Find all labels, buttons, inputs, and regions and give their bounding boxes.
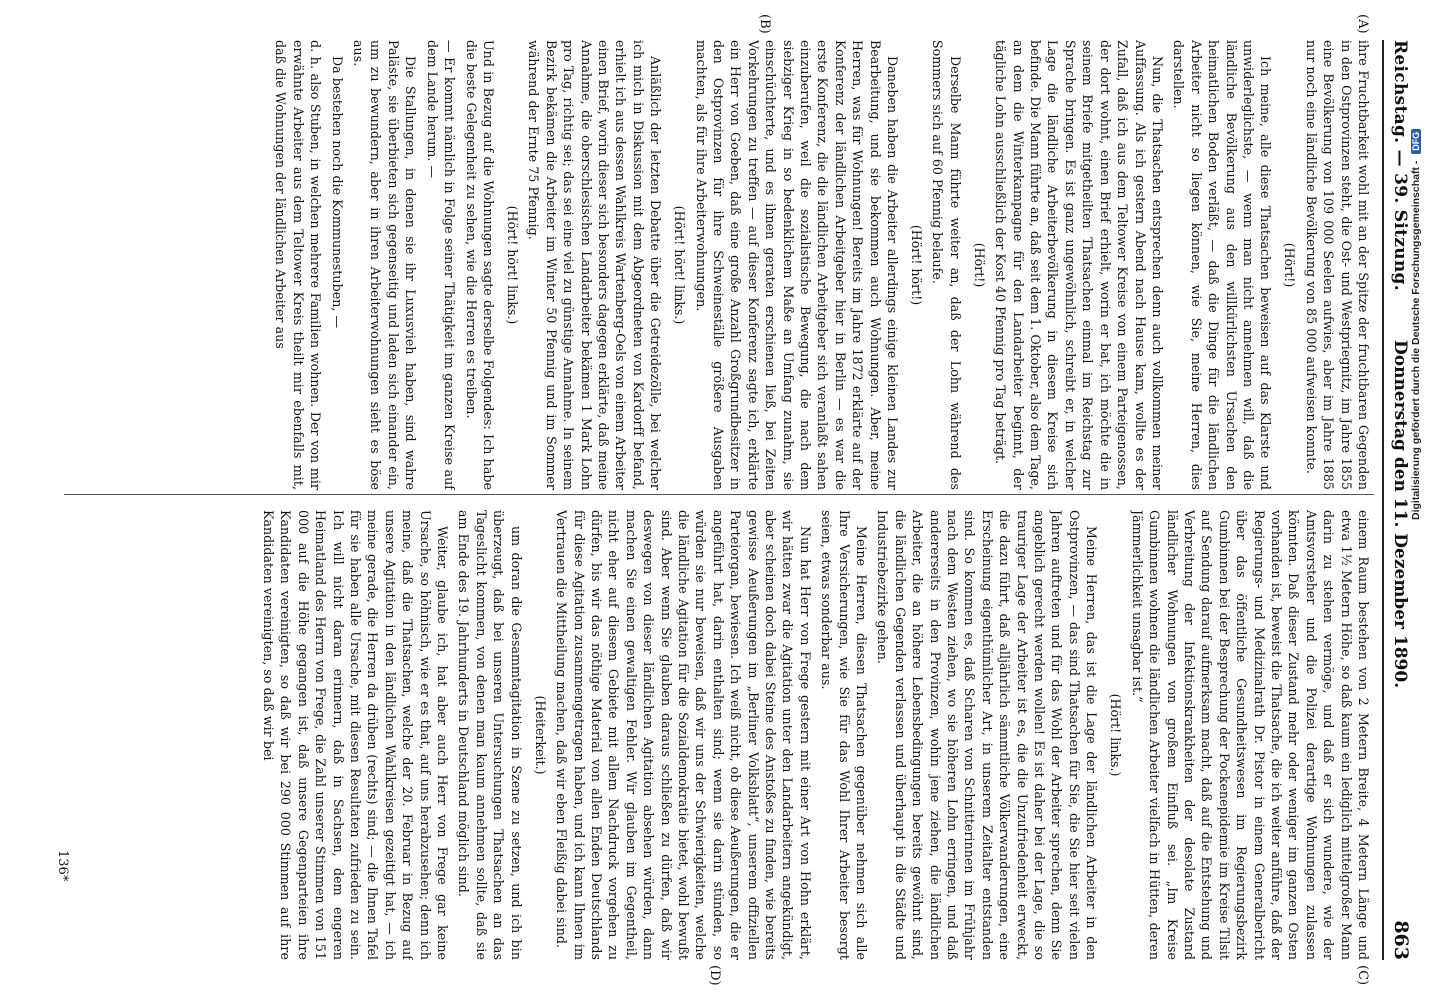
paragraph: ihre Fruchtbarkeit wohl mit an der Spitze der fruchtbaren Gegenden in den Ostprovinzen steht, die Ost- und Westpriegnitz, im Jahre 1855 eine Bevölkerung von 109 000 Seelen aufwies, aber im Jahre 1885 nur noch eine ländliche Bevölkerung von 85 000 aufweisen konnte. bbox=[1303, 40, 1371, 490]
page-end-mark: 136* bbox=[55, 850, 70, 882]
margin-marker-c: (C) bbox=[1355, 965, 1370, 986]
paragraph: Nun hat Herr von Frege gestern mit einer Art von Hohn erklärt, wir hätten zwar die Agitation unter den Landarbeitern angekündigt, aber scheinen doch dabei Steine des Anstoßes zu finden, wie bereits gewisse Aeußerungen im „Berliner Volksblatt“, unserem offiziellen Parteiorgan, bewiesen. Ich weiß nicht, ob diese Aeußerungen, die er angeführt hat, darin enthalten sind; wenn sie darin stünden, so würden sie nur beweisen, daß wir uns der Schwierigkeiten, welche die ländliche Agitation für die Sozialdemokratie bietet, wohl bewußt sind. Aber wenn Sie glauben daraus schließen zu dürfen, daß wir deswegen von dieser ländlichen Agitation absehen würden, dann machen Sie einen gewaltigen Fehler. Wir glauben im Gegentheil, nicht eher auf diesem Gebiete mit allem Nachdruck vorgehen zu dürfen, bis wir das nöthige Material von allen Enden Deutschlands für diese Agitation zusammengetragen haben, und ich kann Ihnen im Vertrauen die Mittheilung machen, daß wir eben Fleißig dabei sind. bbox=[554, 510, 813, 960]
digitization-credit bbox=[1410, 40, 1428, 520]
margin-marker-d: (D) bbox=[707, 965, 722, 986]
margin-marker-b: (B) bbox=[757, 14, 772, 34]
header-session: Reichstag. — 39. Sitzung. bbox=[1390, 40, 1410, 291]
page-number: 863 bbox=[1390, 920, 1412, 960]
header-date: Donnerstag den 11. Dezember 1890. bbox=[1390, 340, 1410, 689]
interjection: (Hört! links.) bbox=[1108, 693, 1124, 777]
credit-text: Digitalisierung gefördert durch die Deutsche Forschungsgemeinschaft - bbox=[1410, 160, 1422, 520]
paragraph: — Er kommt nämlich in Folge seiner Thätigkeit im ganzen Kreise auf dem Lande herum. — bbox=[424, 40, 458, 490]
column-divider bbox=[64, 494, 1374, 495]
interjection: (Hört!) bbox=[971, 242, 987, 288]
interjection: (Hört!) bbox=[1282, 242, 1298, 288]
paragraph: Weiter, glaube ich, hat aber auch Herr von Frege gar keine Ursache, so höhnisch, wie er es that, auf uns herabzusehen; denn ich meine, daß die Thatsachen, welche der 20. Februar in Bezug auf unsere Agitation in den ländlichen Wahlkreisen gezeitigt hat, — ich meine gerade, die Herren da drüben (rechts) sind; — die Ihnen Tafel für sie haben alle Ursache, mit diesen Resultaten zufrieden zu sein. Ich will nicht daran erinnern, daß in Sachsen, dem engeren Heimatland des Herrn von Frege, die Zahl unserer Stimmen von 151 000 auf die Höhe gegangen ist, daß unsere Gegenparteien ihre Kandidaten vereinigten, so daß wir bei 290 000 Stimmen auf ihre Kandidaten vereinigten, so daß wir bei bbox=[261, 510, 451, 960]
dfg-logo: DFG bbox=[1411, 129, 1421, 154]
paragraph: einem Raum bestehen von 2 Metern Breite, 4 Metern Länge und etwa 1½ Metern Höhe, so daß kaum ein lediglich mittelgroßer Mann darin zu stehen vermöge, und daß er sich wundere, wie der Amtsvorsteher und die Polizei derartige Wohnungen zulassen könnten. Daß dieser Zustand mehr oder weniger im ganzen Osten vorhanden ist, beweist die Thatsache, die ich weiter anführe, daß der Regierungs- und Medizinalrath Dr. Pistor in einem Generalbericht über das öffentliche Gesundheitswesen im Regierungsbezirk Gumbinnen bei der Besprechung der Pockenepidemie im Kreise Tilsit auf Sendung darauf aufmerksam macht, daß auf die Entstehung und Verbreitung der Infektionskrankheiten der desolate Zustand ländlicher Wohnungen von großem Einfluß sei. „Im Kreise Gumbinnen wohnen die ländlichen Arbeiter vielfach in Hütten, deren Jämmerlichkeit unsagbar ist.“ bbox=[1129, 510, 1371, 960]
paragraph: Anläßlich der letzten Debatte über die Getreidezölle, bei welcher ich mich in Diskussion mit dem Abgeordneten von Kardorff befand, erhielt ich aus dessen Wahlkreis Wartenberg-Oels von einem Arbeiter einen Brief, worin dieser sich besonders dagegen erklärte, daß meine Annahme, die oberschlesischen Landarbeiter bekämen 1 Mark Lohn pro Tag, richtig sei; das sei eine viel zu günstige Annahme. In seinem Bezirk bekämen die Arbeiter im Winter 50 Pfennig und im Sommer während der Ernte 75 Pfennig. bbox=[526, 40, 664, 490]
paragraph: Ich meine, alle diese Thatsachen beweisen auf das Klarste und unwiderleglichste, — wenn man nicht annehmen will, daß die ländliche Bevölkerung aus den willkürlichsten Ursachen den heimatlichen Boden verläßt, — daß die Dinge für die ländlichen Arbeiter nicht so liegen können, wie Sie, meine Herren, dies darstellen. bbox=[1171, 40, 1274, 490]
interjection: (Hört! hört! links.) bbox=[504, 205, 520, 325]
text-column-right bbox=[72, 510, 1372, 960]
paragraph: Und in Bezug auf die Wohnungen sagte derselbe Folgendes: Ich habe die beste Gelegenheit zu sehen, wie die Herren es treiben. bbox=[463, 40, 496, 490]
interjection: (Hört! hört!) bbox=[909, 224, 925, 306]
paragraph: Meine Herren, das ist die Lage der ländlichen Arbeiter in den Ostprovinzen, — das sind Thatsachen für Sie, die Sie hier seit vielen Jahren auftreten und für das Wohl der Arbeiter sprechen, denn Sie angeblich gerecht werden wollen! Es ist daher bei der Lage, die so trauriger Lage der Arbeiter ist es, die die Unzufriedenheit erweckt, die dazu führt, daß alljährlich sämmtliche Völkerwanderungen, eine Erscheinung eigenthümlicher Art, in unserem Zeitalter entstanden sind. So kommen es, daß Scharen von Schnitterinnen im Frühjahr nach dem Westen ziehen, wo sie höheren Lohn erringen, und daß andererseits in den Provinzen, wohin jene ziehen, die ländlichen Arbeiter, die an höhere Lebensbedingungen bereits gewöhnt sind, die ländlichen Gegenden verlassen und überhaupt in die Städte und Industriebezirke gehen. bbox=[875, 510, 1100, 960]
paragraph: Daneben haben die Arbeiter allerdings einige kleinen Landes zur Bearbeitung, und sie bekommen auch Wohnungen. Aber, meine Herren, was für Wohnungen! Bereits im Jahre 1872 erklärte auf der Konferenz der ländlichen Arbeitgeber hier in Berlin — es war die erste Konferenz, die die ländlichen Arbeitgeber sich veranlaßt sahen einzuberufen, weil die sozialistische Bewegung, die nach dem siebziger Krieg in so bedenklichem Maße an Umfang zunahm, sie einschüchterte, und es ihnen geraten erschienen ließ, bei Zeiten Vorkehrungen zu treffen — auf dieser Konferenz sagte ich, erklärte ein Herr von Goeben, daß eine große Anzahl Großgrundbesitzer in den Ostprovinzen für ihre Schweineställe größere Ausgaben machten, als für ihre Arbeiterwohnungen. bbox=[693, 40, 901, 490]
margin-marker-a: (A) bbox=[1355, 14, 1370, 34]
paragraph: d. h. also Stuben, in welchen mehrere Familien wohnen. Der von mir erwähnte Arbeiter aus dem Teltower Kreis theilt mir ebenfalls mit, daß die Wohnungen der ländlichen Arbeiter aus bbox=[273, 40, 324, 490]
paragraph: Derselbe Mann führte weiter an, daß der Lohn während des Sommers sich auf 60 Pfennig belaufe. bbox=[930, 40, 963, 490]
paragraph: um doran die Gesammtagitation in Szene zu setzen, und ich bin überzeugt, daß bei unseren Untersuchungen Thatsachen an das Tageslicht kommen, von denen man kaum annehmen sollte, daß sie am Ende des 19. Jahrhunderts in Deutschland möglich sind. bbox=[456, 510, 524, 960]
text-column-left bbox=[72, 40, 1372, 490]
paragraph: Nun, die Thatsachen entsprechen denn auch vollkommen meiner Auffassung. Als ich gestern Abend nach Hause kam, wollte es der Zufall, daß ich aus dem Teltower Kreise von einem Parteigenossen, der dort wohnt, einen Brief erhielt, worin er bat, ich möchte die in seinem Briefe mitgetheilten Thatsachen einmal im Reichstag zur Sprache bringen. Es ist ganz ungewöhnlich, schreibt er, in welcher Lage die ländliche Arbeiterbevölkerung in diesem Kreise sich befinde. Die Mann führte an, daß seit dem 1. Oktober, also dem Tage, an dem die Winterkampagne für den Landarbeiter beginnt, der tägliche Lohn ausschließlich der Kost 40 Pfennig pro Tag beträgt. bbox=[993, 40, 1165, 490]
paragraph: Die Stallungen, in denen sie ihr Luxusvieh haben, sind wahre Paläste, sie überbieten sich gegenseitig und laden sich einander ein, um zu bewundern, aber in ihren Arbeiterwohnungen sieht es böse aus. bbox=[351, 40, 419, 490]
paragraph: Da bestehen noch die Kommunestuben, — bbox=[329, 56, 345, 329]
paragraph: Meine Herren, diesen Thatsachen gegenüber nehmen sich alle Ihre Versicherungen, wie Sie für das Wohl Ihrer Arbeiter besorgt seien, etwas sonderbar aus. bbox=[819, 510, 870, 960]
interjection: (Heiterkeit.) bbox=[532, 695, 548, 775]
interjection: (Hört! hört! links.) bbox=[672, 205, 688, 325]
